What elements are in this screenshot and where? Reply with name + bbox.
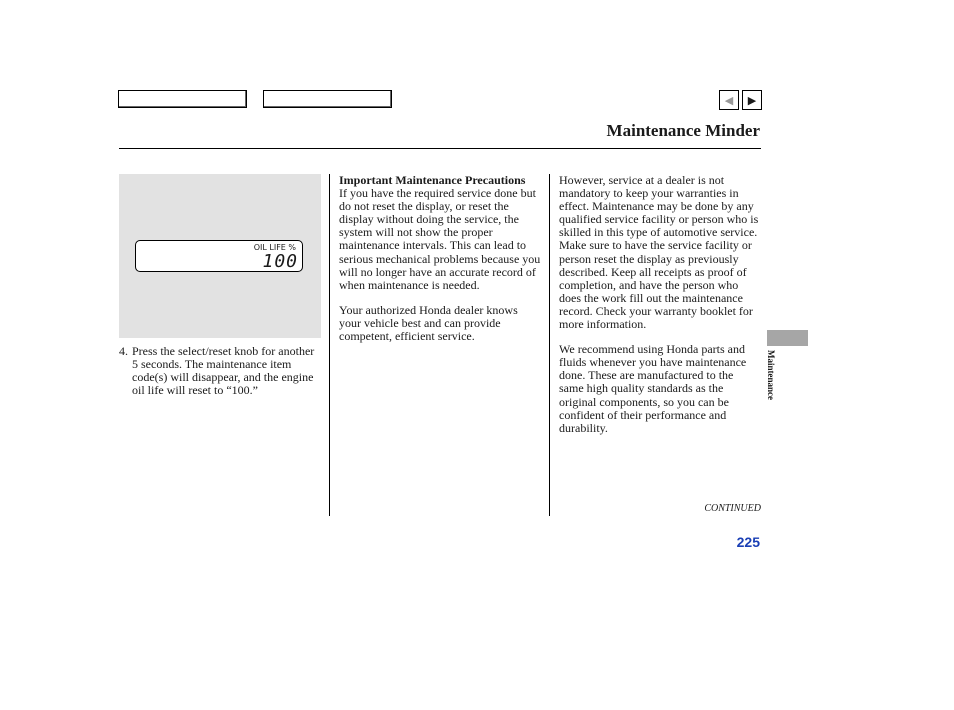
precautions-paragraph: If you have the required service done but do not reset the display, or reset the display without doing the service, the system will not show the proper maintenance intervals. This can lead to serious mechanical problems because you will no longer have an accurate record of when maintenance is needed. (339, 186, 541, 292)
oil-life-label: OIL LIFE % (253, 243, 296, 252)
continued-label: CONTINUED (704, 503, 761, 514)
oil-life-display (135, 240, 303, 272)
previous-page-button[interactable] (719, 90, 739, 110)
section-label: Maintenance (766, 350, 776, 400)
middle-column (339, 174, 541, 355)
right-column (559, 174, 761, 447)
column-divider-right (549, 174, 550, 516)
display-illustration (119, 174, 321, 338)
page-number: 225 (736, 534, 760, 550)
precautions-heading: Important Maintenance Precautions (339, 173, 526, 187)
next-page-button[interactable] (742, 90, 762, 110)
section-tab (767, 330, 808, 346)
parts-paragraph: We recommend using Honda parts and fluids whenever you have maintenance done. These are manufactured to the same high quality standards as the original components, so you can be confident of their performance and durability. (559, 342, 747, 435)
column-divider-left (329, 174, 330, 516)
service-paragraph: However, service at a dealer is not mandatory to keep your warranties in effect. Maintenance may be done by any qualified service facility or person who is skilled in this type of automotive service. Make sure to have the service facility or person reset the display as previously described. Keep all receipts as proof of completion, and have the person who does the work fill out the maintenance record. Check your warranty booklet for more information. (559, 173, 759, 332)
nav-button-main-menu[interactable] (118, 90, 247, 108)
nav-button-index[interactable] (263, 90, 392, 108)
dealer-paragraph: Your authorized Honda dealer knows your vehicle best and can provide competent, efficient service. (339, 302, 518, 344)
step-number: 4. (119, 344, 128, 358)
page-title: Maintenance Minder (606, 121, 760, 140)
oil-life-value: 100 (262, 251, 298, 272)
title-rule (119, 148, 761, 149)
arrow-right-icon: ▶ (747, 93, 757, 107)
step-text: Press the select/reset knob for another 5 seconds. The maintenance item code(s) will disappear, and the engine oil life will reset to “100.” (132, 344, 315, 398)
arrow-left-icon: ◀ (724, 93, 734, 107)
